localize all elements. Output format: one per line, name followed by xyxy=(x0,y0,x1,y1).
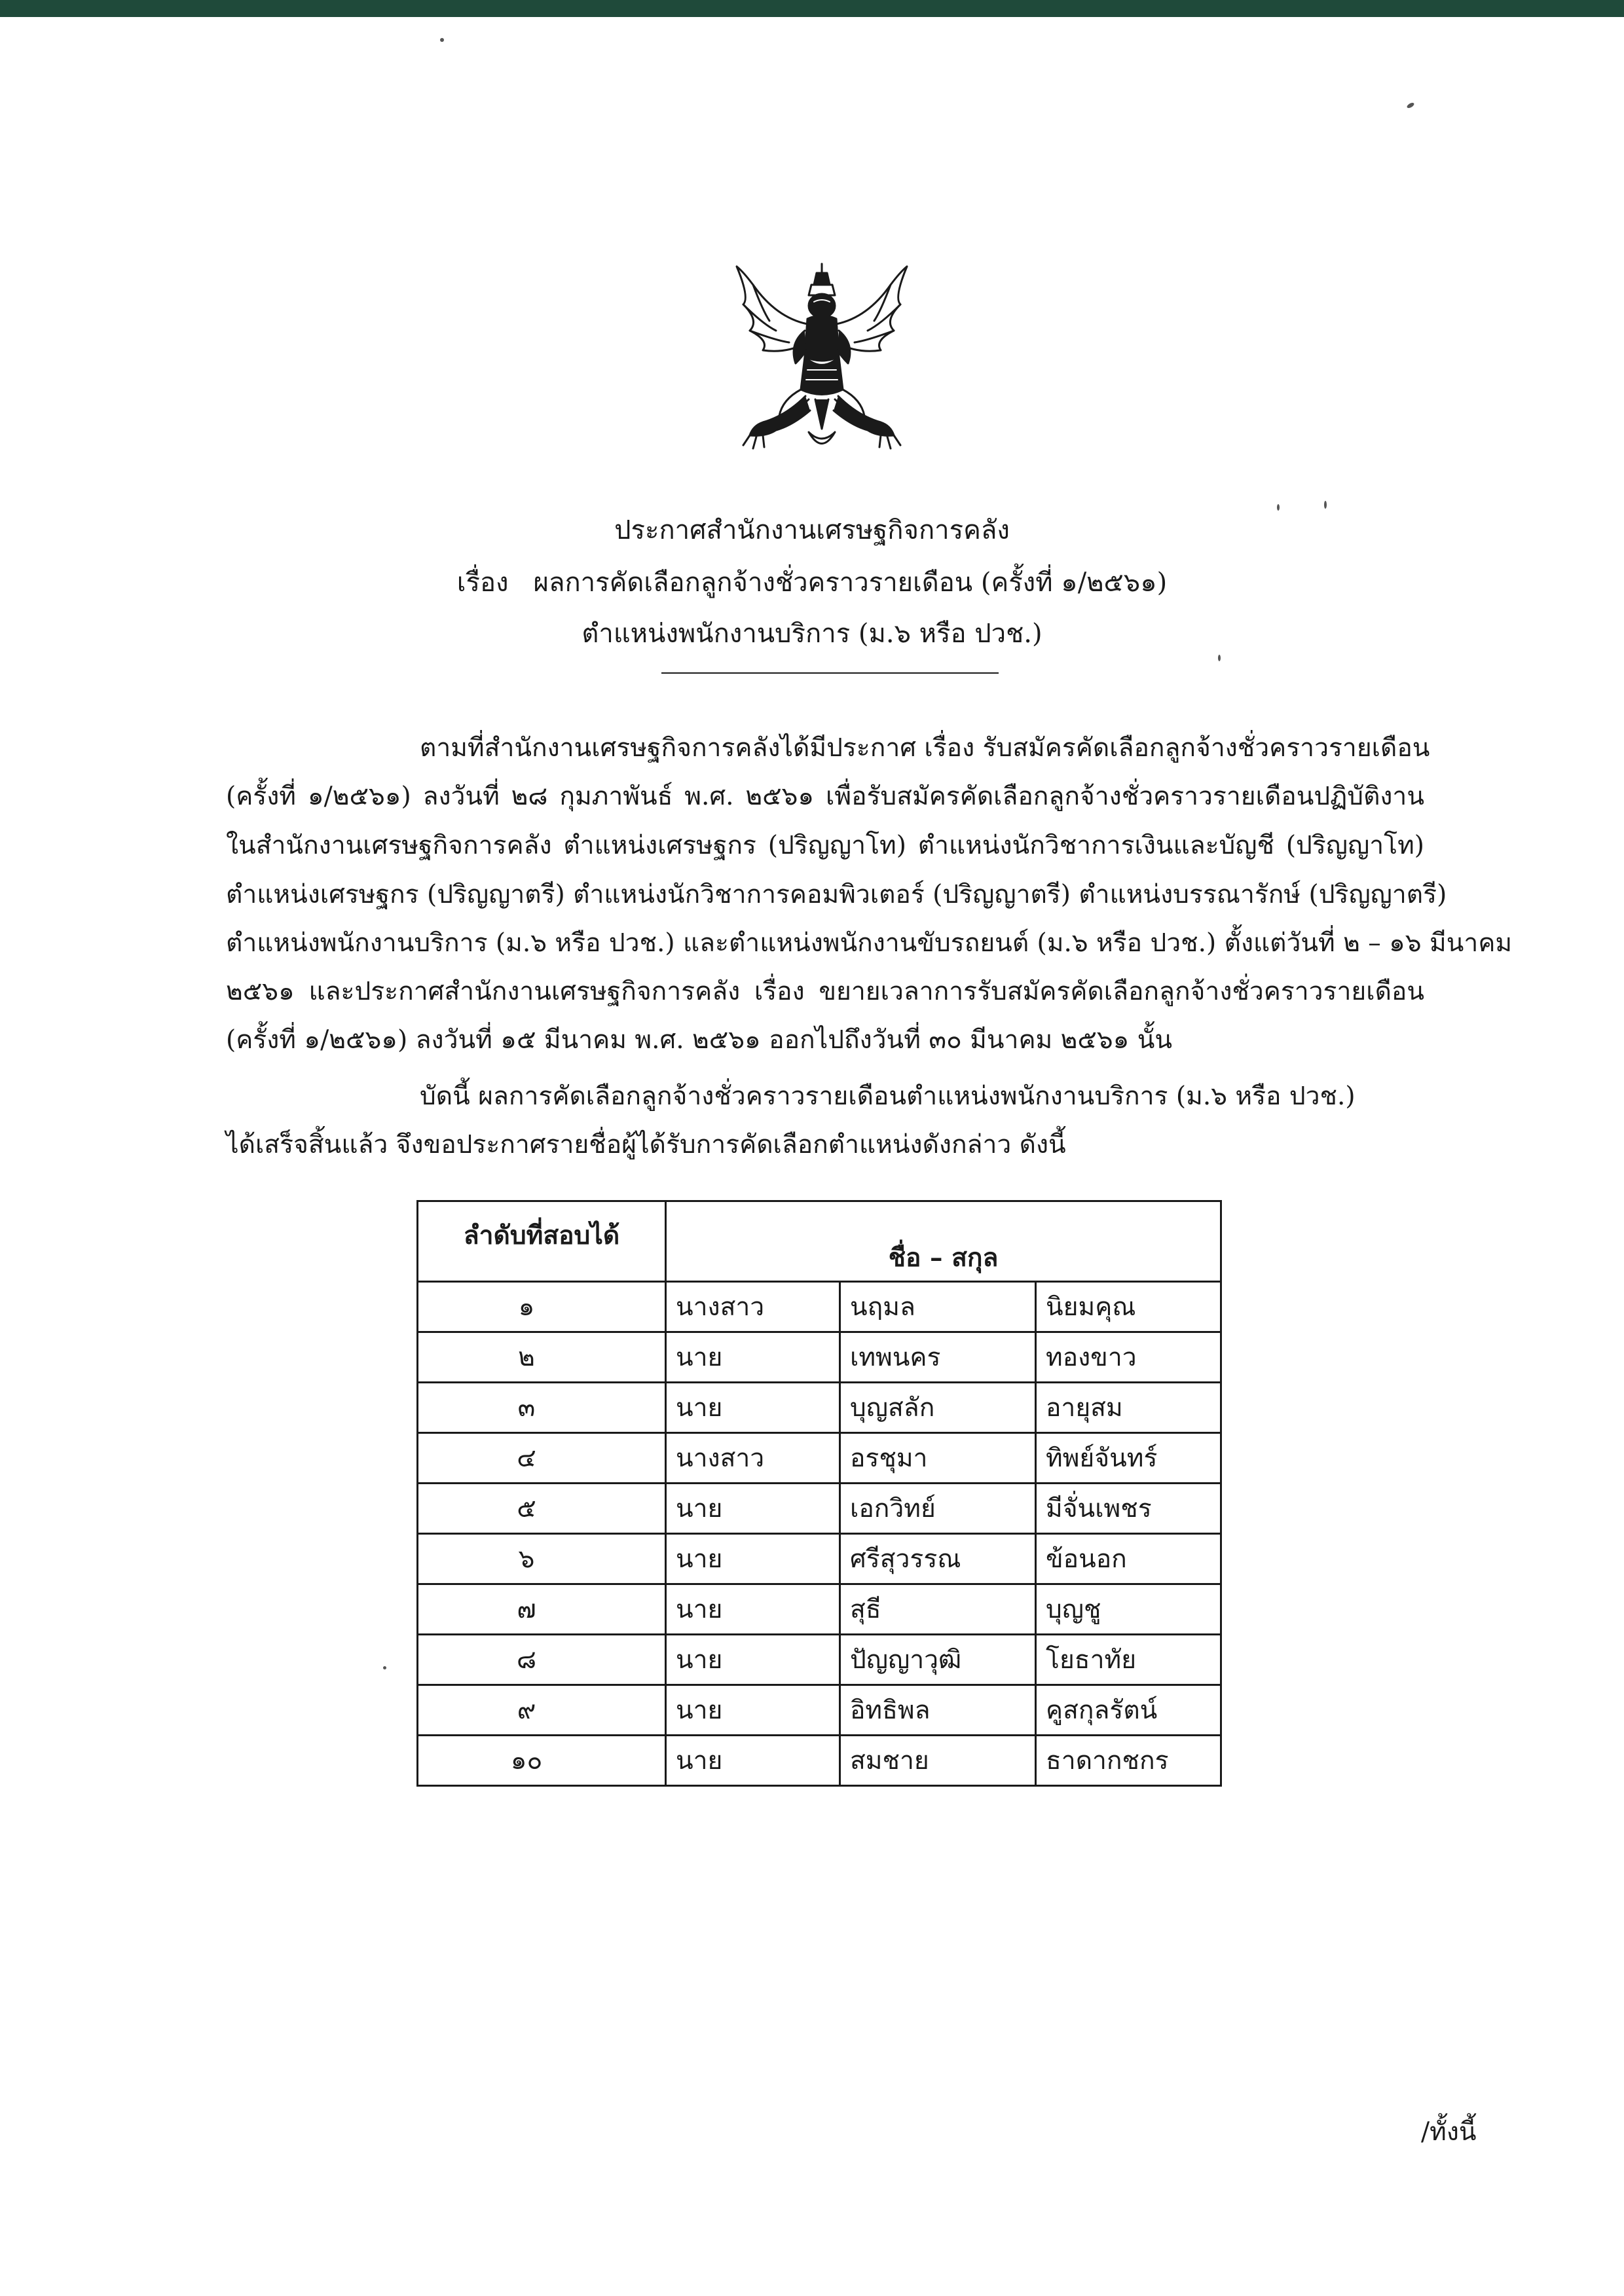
position-title: ตำแหน่งพนักงานบริการ (ม.๖ หรือ ปวช.) xyxy=(581,619,1043,649)
row-rank: ๒ xyxy=(418,1332,666,1383)
row-rank: ๑๐ xyxy=(418,1736,666,1786)
row-rank: ๓ xyxy=(418,1383,666,1433)
row-title: นาย xyxy=(666,1635,840,1685)
scan-speck xyxy=(1324,501,1327,509)
table-header-row xyxy=(418,1201,1221,1282)
row-last-name: อายุสม xyxy=(1036,1383,1221,1433)
row-first-name: นฤมล xyxy=(840,1282,1036,1332)
scan-speck xyxy=(1406,101,1414,109)
paragraph1-line: (ครั้งที่ ๑/๒๕๖๑) ลงวันที่ ๒๘ กุมภาพันธ์ พ.ศ. ๒๕๖๑ เพื่อรับสมัครคัดเลือกลูกจ้างชั่วคราวรายเดือนปฏิบัติงาน xyxy=(226,782,1424,811)
header-divider xyxy=(661,672,999,674)
row-first-name: ปัญญาวุฒิ xyxy=(840,1635,1036,1685)
table-row xyxy=(418,1484,1221,1534)
paragraph1-line: ๒๕๖๑ และประกาศสำนักงานเศรษฐกิจการคลัง เรื่อง ขยายเวลาการรับสมัครคัดเลือกลูกจ้างชั่วคราวรายเดือน xyxy=(226,977,1424,1006)
scan-speck xyxy=(1277,504,1280,511)
row-first-name: ศรีสุวรรณ xyxy=(840,1534,1036,1584)
paragraph1-line: ในสำนักงานเศรษฐกิจการคลัง ตำแหน่งเศรษฐกร (ปริญญาโท) ตำแหน่งนักวิชาการเงินและบัญชี (ปริญญาโท) xyxy=(226,831,1424,860)
row-rank: ๔ xyxy=(418,1433,666,1484)
table-row xyxy=(418,1736,1221,1786)
row-last-name: ทิพย์จันทร์ xyxy=(1036,1433,1221,1484)
announcement-subject xyxy=(0,564,1624,601)
paragraph2-line: บัดนี้ ผลการคัดเลือกลูกจ้างชั่วคราวรายเดือนตำแหน่งพนักงานบริการ (ม.๖ หรือ ปวช.) xyxy=(420,1082,1356,1111)
garuda-emblem-icon xyxy=(724,259,920,462)
row-rank: ๘ xyxy=(418,1635,666,1685)
row-title: นาย xyxy=(666,1736,840,1786)
paragraph2-line: ได้เสร็จสิ้นแล้ว จึงขอประกาศรายชื่อผู้ได้รับการคัดเลือกตำแหน่งดังกล่าว ดังนี้ xyxy=(226,1130,1066,1159)
table-row xyxy=(418,1635,1221,1685)
paragraph1-line: ตามที่สำนักงานเศรษฐกิจการคลังได้มีประกาศ เรื่อง รับสมัครคัดเลือกลูกจ้างชั่วคราวรายเดือน xyxy=(420,733,1430,763)
row-title: นาย xyxy=(666,1332,840,1383)
table-row xyxy=(418,1383,1221,1433)
paragraph1-line: ตำแหน่งเศรษฐกร (ปริญญาตรี) ตำแหน่งนักวิชาการคอมพิวเตอร์ (ปริญญาตรี) ตำแหน่งบรรณารักษ์ (ปริญญาตรี) xyxy=(226,880,1447,909)
row-first-name: สุธี xyxy=(840,1584,1036,1635)
row-first-name: สมชาย xyxy=(840,1736,1036,1786)
row-title: นาย xyxy=(666,1383,840,1433)
row-rank: ๙ xyxy=(418,1685,666,1736)
table-row xyxy=(418,1433,1221,1484)
table-row xyxy=(418,1685,1221,1736)
paragraph1-line: (ครั้งที่ ๑/๒๕๖๑) ลงวันที่ ๑๕ มีนาคม พ.ศ. ๒๕๖๑ ออกไปถึงวันที่ ๓๐ มีนาคม ๒๕๖๑ นั้น xyxy=(226,1025,1173,1055)
row-first-name: อิทธิพล xyxy=(840,1685,1036,1736)
row-title: นาย xyxy=(666,1584,840,1635)
row-title: นางสาว xyxy=(666,1282,840,1332)
table-row xyxy=(418,1584,1221,1635)
table-row xyxy=(418,1332,1221,1383)
row-last-name: มีจั่นเพชร xyxy=(1036,1484,1221,1534)
row-last-name: คูสกุลรัตน์ xyxy=(1036,1685,1221,1736)
results-table xyxy=(416,1200,1222,1787)
subject-label: เรื่อง xyxy=(456,568,509,598)
row-title: นาย xyxy=(666,1685,840,1736)
header-rank: ลำดับที่สอบได้ xyxy=(418,1201,666,1282)
announcement-title: ประกาศสำนักงานเศรษฐกิจการคลัง xyxy=(614,515,1010,545)
scan-speck xyxy=(383,1666,386,1669)
paragraph1-line: ตำแหน่งพนักงานบริการ (ม.๖ หรือ ปวช.) และตำแหน่งพนักงานขับรถยนต์ (ม.๖ หรือ ปวช.) ตั้งแต่วันที่ ๒ – ๑๖ มีนาคม xyxy=(226,928,1513,958)
scan-speck xyxy=(440,38,444,42)
table-row xyxy=(418,1534,1221,1584)
row-last-name: ข้อนอก xyxy=(1036,1534,1221,1584)
table-row xyxy=(418,1282,1221,1332)
header-name: ชื่อ – สกุล xyxy=(666,1201,1221,1282)
row-last-name: โยธาทัย xyxy=(1036,1635,1221,1685)
row-rank: ๖ xyxy=(418,1534,666,1584)
row-first-name: บุญสลัก xyxy=(840,1383,1036,1433)
row-title: นางสาว xyxy=(666,1433,840,1484)
row-last-name: นิยมคุณ xyxy=(1036,1282,1221,1332)
row-first-name: เทพนคร xyxy=(840,1332,1036,1383)
row-rank: ๗ xyxy=(418,1584,666,1635)
continued-marker: /ทั้งนี้ xyxy=(1421,2117,1477,2147)
scan-speck xyxy=(1218,655,1221,661)
row-last-name: ทองขาว xyxy=(1036,1332,1221,1383)
row-first-name: อรชุมา xyxy=(840,1433,1036,1484)
row-rank: ๑ xyxy=(418,1282,666,1332)
row-last-name: ธาดากชกร xyxy=(1036,1736,1221,1786)
row-first-name: เอกวิทย์ xyxy=(840,1484,1036,1534)
scan-top-edge xyxy=(0,0,1624,17)
row-rank: ๕ xyxy=(418,1484,666,1534)
row-title: นาย xyxy=(666,1534,840,1584)
subject-text: ผลการคัดเลือกลูกจ้างชั่วคราวรายเดือน (ครั้งที่ ๑/๒๕๖๑) xyxy=(533,568,1168,598)
row-title: นาย xyxy=(666,1484,840,1534)
row-last-name: บุญชู xyxy=(1036,1584,1221,1635)
